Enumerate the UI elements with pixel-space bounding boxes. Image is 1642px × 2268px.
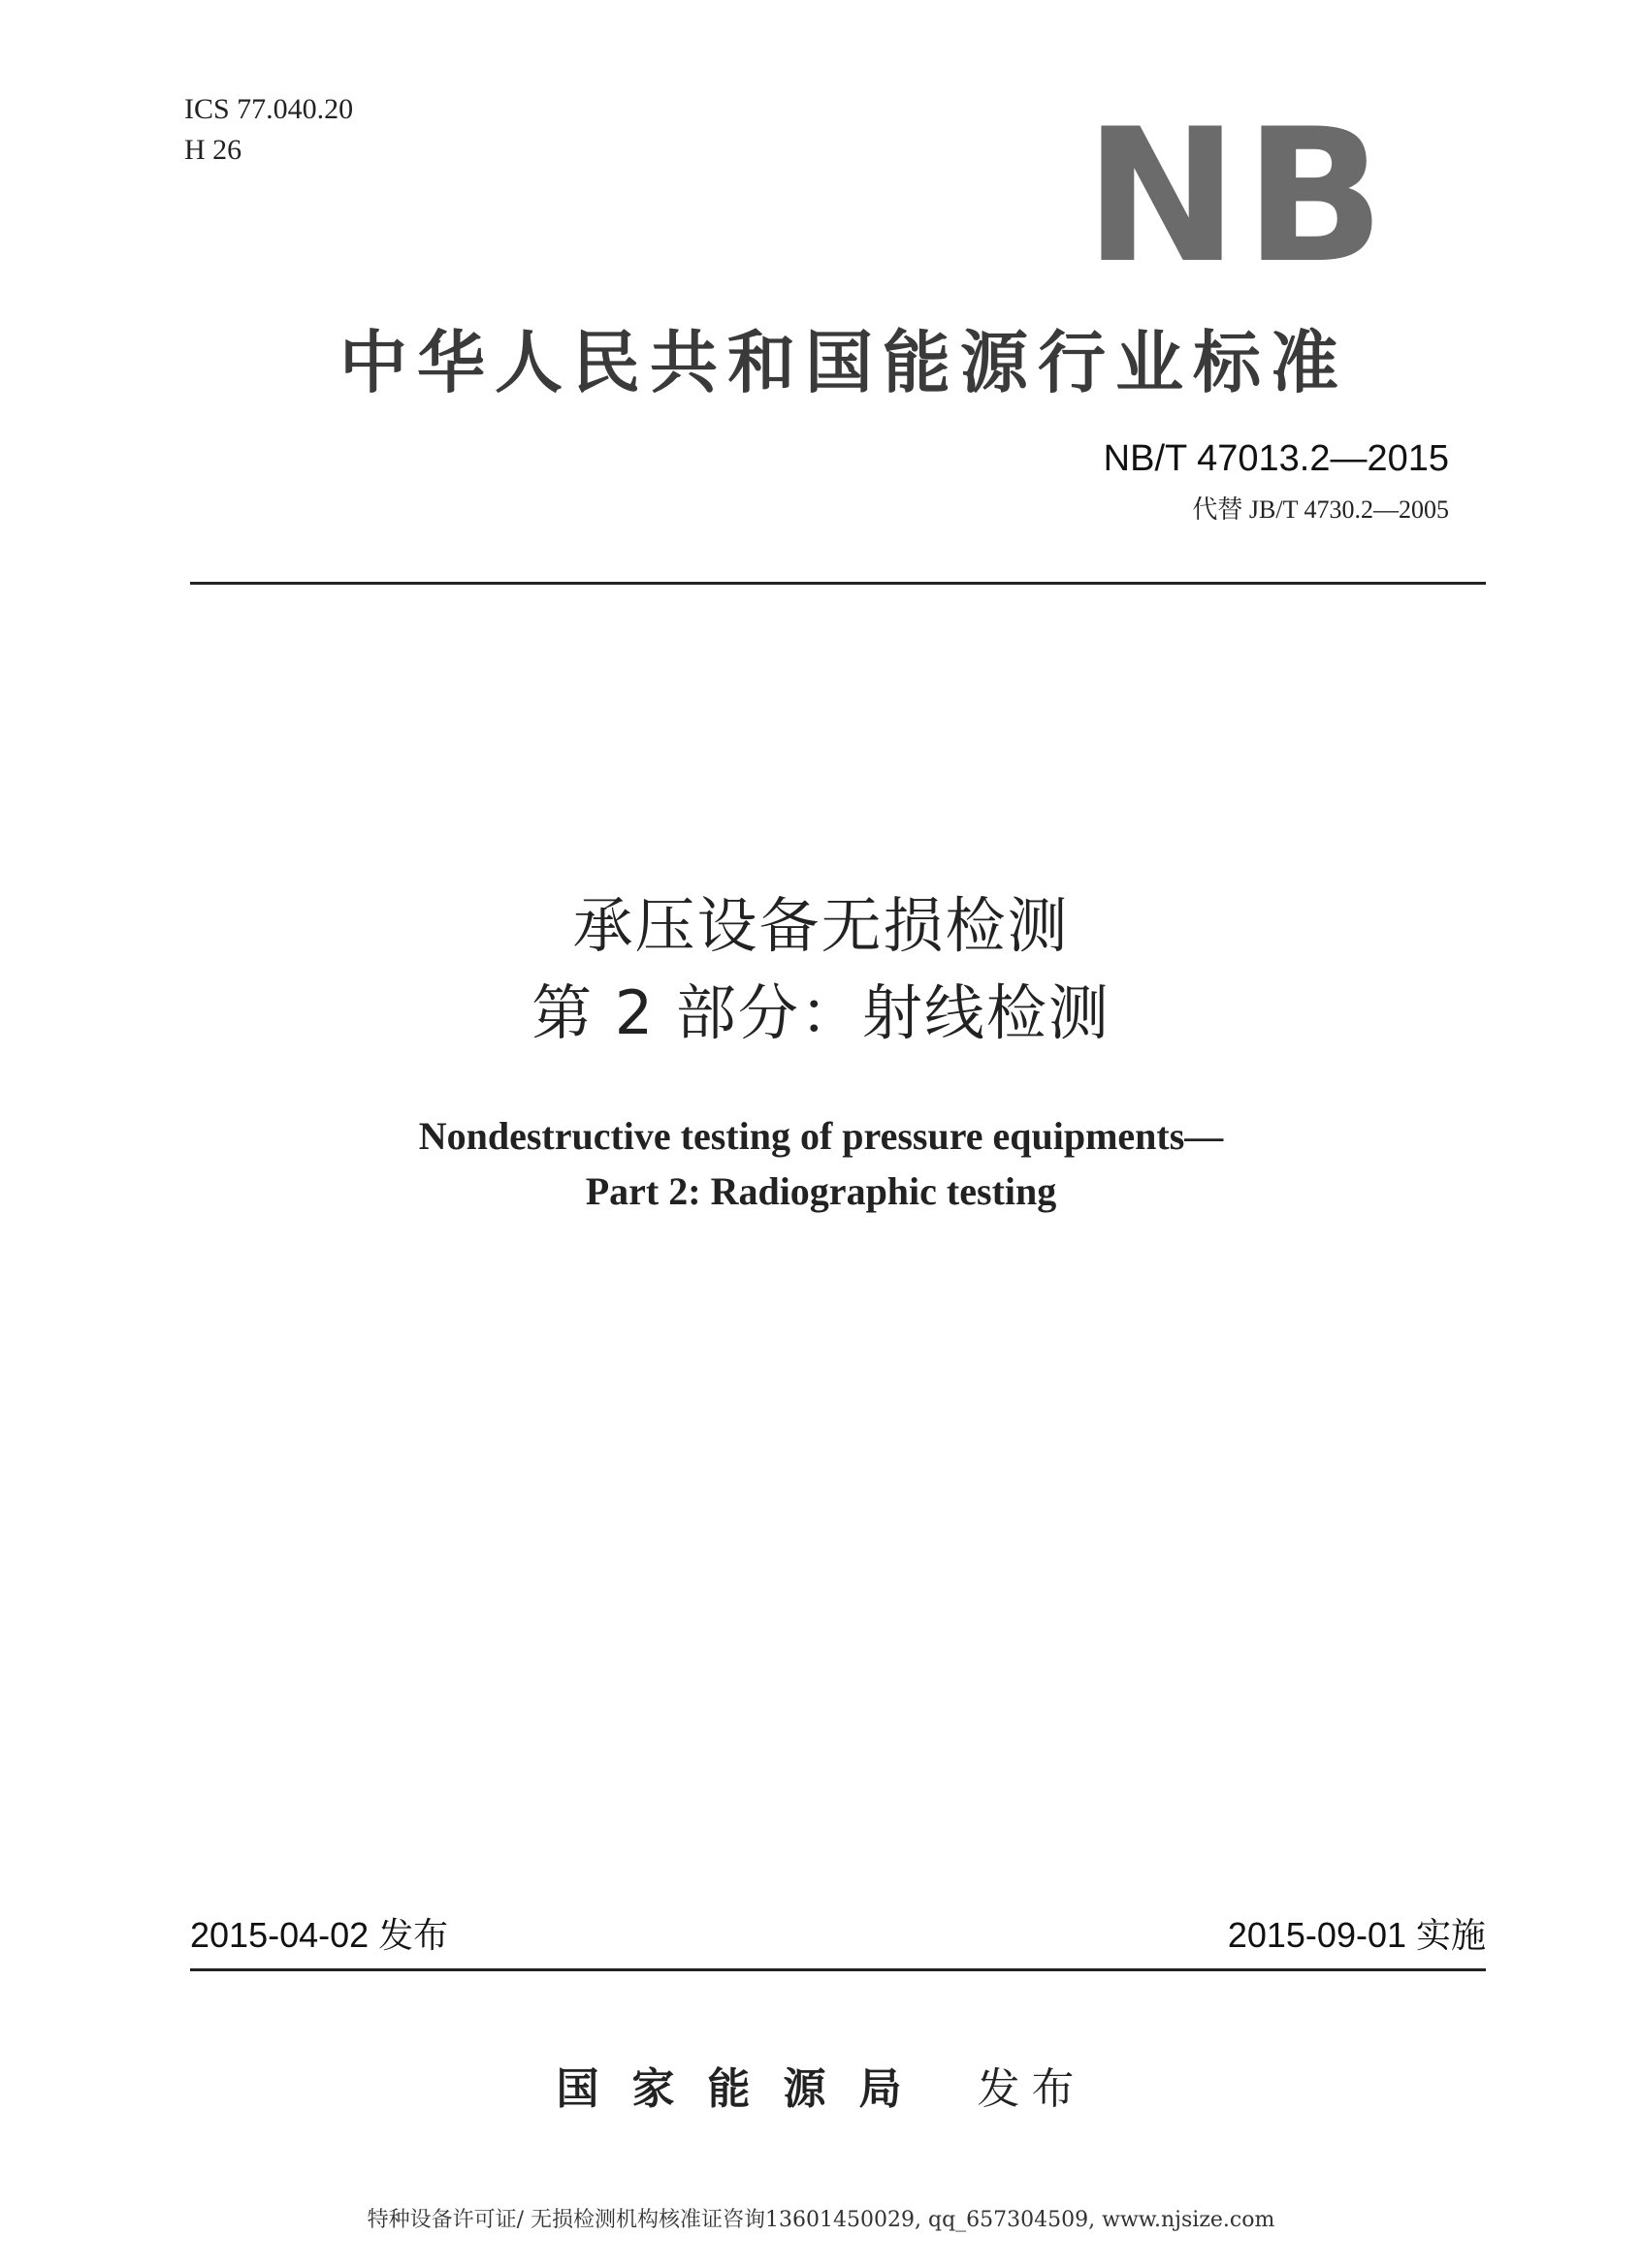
nb-logo: NB: [1084, 89, 1391, 303]
standard-number: NB/T 47013.2—2015: [1103, 438, 1449, 479]
chinese-title-line-1: 承压设备无损检测: [572, 890, 1070, 961]
footer-note: 特种设备许可证/ 无损检测机构核准证咨询13601450029, qq_657304509, www.njsize.com: [367, 2208, 1275, 2232]
classification-codes: [184, 89, 353, 171]
ics-code: ICS 77.040.20: [184, 93, 354, 125]
issuer-org: 国家能源局: [556, 2064, 935, 2114]
english-title-line-1: Nondestructive testing of pressure equipments—: [418, 1114, 1224, 1158]
standard-category-title: 中华人民共和国能源行业标准: [339, 323, 1348, 402]
issuing-authority: [0, 2054, 1642, 2116]
implementation-date: 2015-09-01 实施: [1227, 1915, 1486, 1955]
replaces-standard: 代替 JB/T 4730.2—2005: [1192, 495, 1449, 524]
issue-date: 2015-04-02 发布: [190, 1915, 449, 1955]
footer-divider: [190, 1968, 1486, 1971]
header-divider: [190, 582, 1486, 585]
english-title-line-2: Part 2: Radiographic testing: [585, 1169, 1057, 1213]
ccs-code: H 26: [184, 134, 242, 166]
chinese-title-line-2: 第 2 部分：射线检测: [531, 977, 1111, 1048]
issuer-action: 发布: [977, 2064, 1086, 2114]
